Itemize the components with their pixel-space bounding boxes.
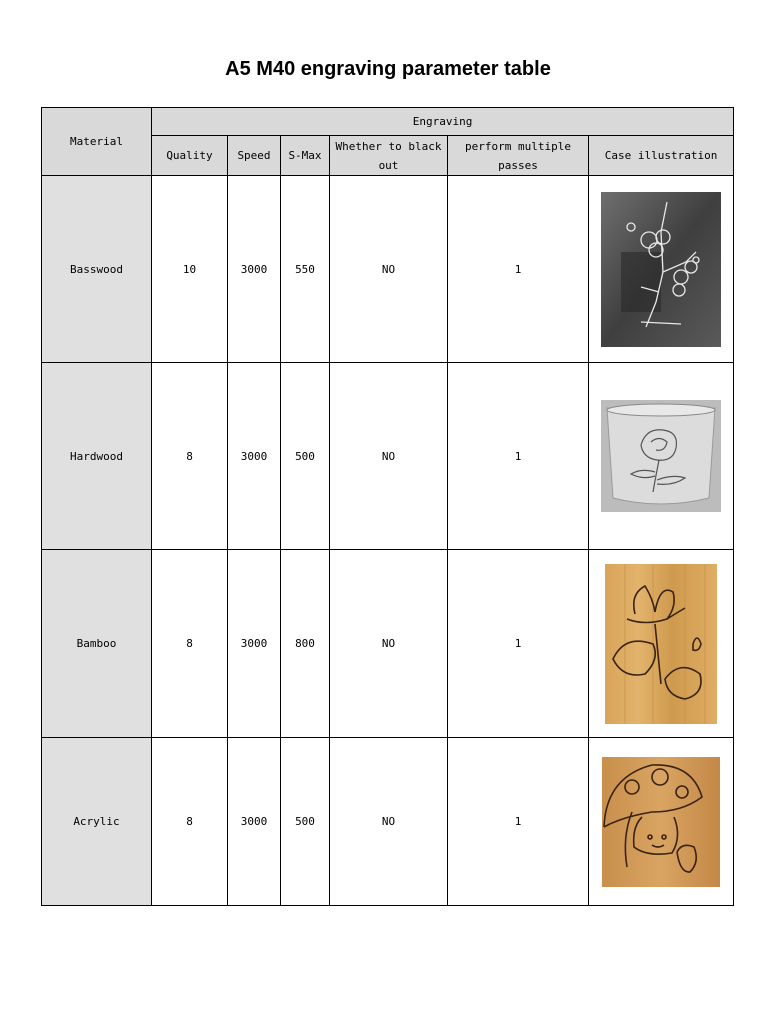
speed-cell: 3000 xyxy=(228,738,281,906)
passes-cell: 1 xyxy=(448,363,589,550)
material-cell: Bamboo xyxy=(42,550,152,738)
quality-cell: 8 xyxy=(152,738,228,906)
table-row xyxy=(42,363,734,550)
header-blackout: Whether to black out xyxy=(330,136,448,176)
engraved-wood-mushroom-photo xyxy=(602,757,720,887)
material-cell: Basswood xyxy=(42,176,152,363)
table-row xyxy=(42,176,734,363)
quality-cell: 8 xyxy=(152,550,228,738)
header-quality: Quality xyxy=(152,136,228,176)
table-row xyxy=(42,738,734,906)
speed-cell: 3000 xyxy=(228,363,281,550)
material-cell: Acrylic xyxy=(42,738,152,906)
illustration-cell xyxy=(589,363,734,550)
blackout-cell: NO xyxy=(330,738,448,906)
header-speed: Speed xyxy=(228,136,281,176)
engraving-parameter-table xyxy=(41,107,734,906)
speed-cell: 3000 xyxy=(228,176,281,363)
header-material: Material xyxy=(42,108,152,176)
engraved-glass-blossom-photo xyxy=(601,192,721,347)
table-row xyxy=(42,550,734,738)
blackout-cell: NO xyxy=(330,550,448,738)
passes-cell: 1 xyxy=(448,738,589,906)
header-illustration: Case illustration xyxy=(589,136,734,176)
illustration-cell xyxy=(589,176,734,363)
smax-cell: 550 xyxy=(281,176,330,363)
blackout-cell: NO xyxy=(330,176,448,363)
page-title: A5 M40 engraving parameter table xyxy=(225,58,551,80)
smax-cell: 500 xyxy=(281,363,330,550)
quality-cell: 8 xyxy=(152,363,228,550)
illustration-cell xyxy=(589,738,734,906)
smax-cell: 800 xyxy=(281,550,330,738)
passes-cell: 1 xyxy=(448,176,589,363)
blackout-cell: NO xyxy=(330,363,448,550)
header-smax: S-Max xyxy=(281,136,330,176)
engraved-bamboo-lotus-photo xyxy=(605,564,717,724)
illustration-cell xyxy=(589,550,734,738)
material-cell: Hardwood xyxy=(42,363,152,550)
passes-cell: 1 xyxy=(448,550,589,738)
quality-cell: 10 xyxy=(152,176,228,363)
speed-cell: 3000 xyxy=(228,550,281,738)
header-passes: perform multiple passes xyxy=(448,136,589,176)
engraved-glass-rose-photo xyxy=(601,400,721,512)
header-engraving: Engraving xyxy=(152,108,734,136)
smax-cell: 500 xyxy=(281,738,330,906)
